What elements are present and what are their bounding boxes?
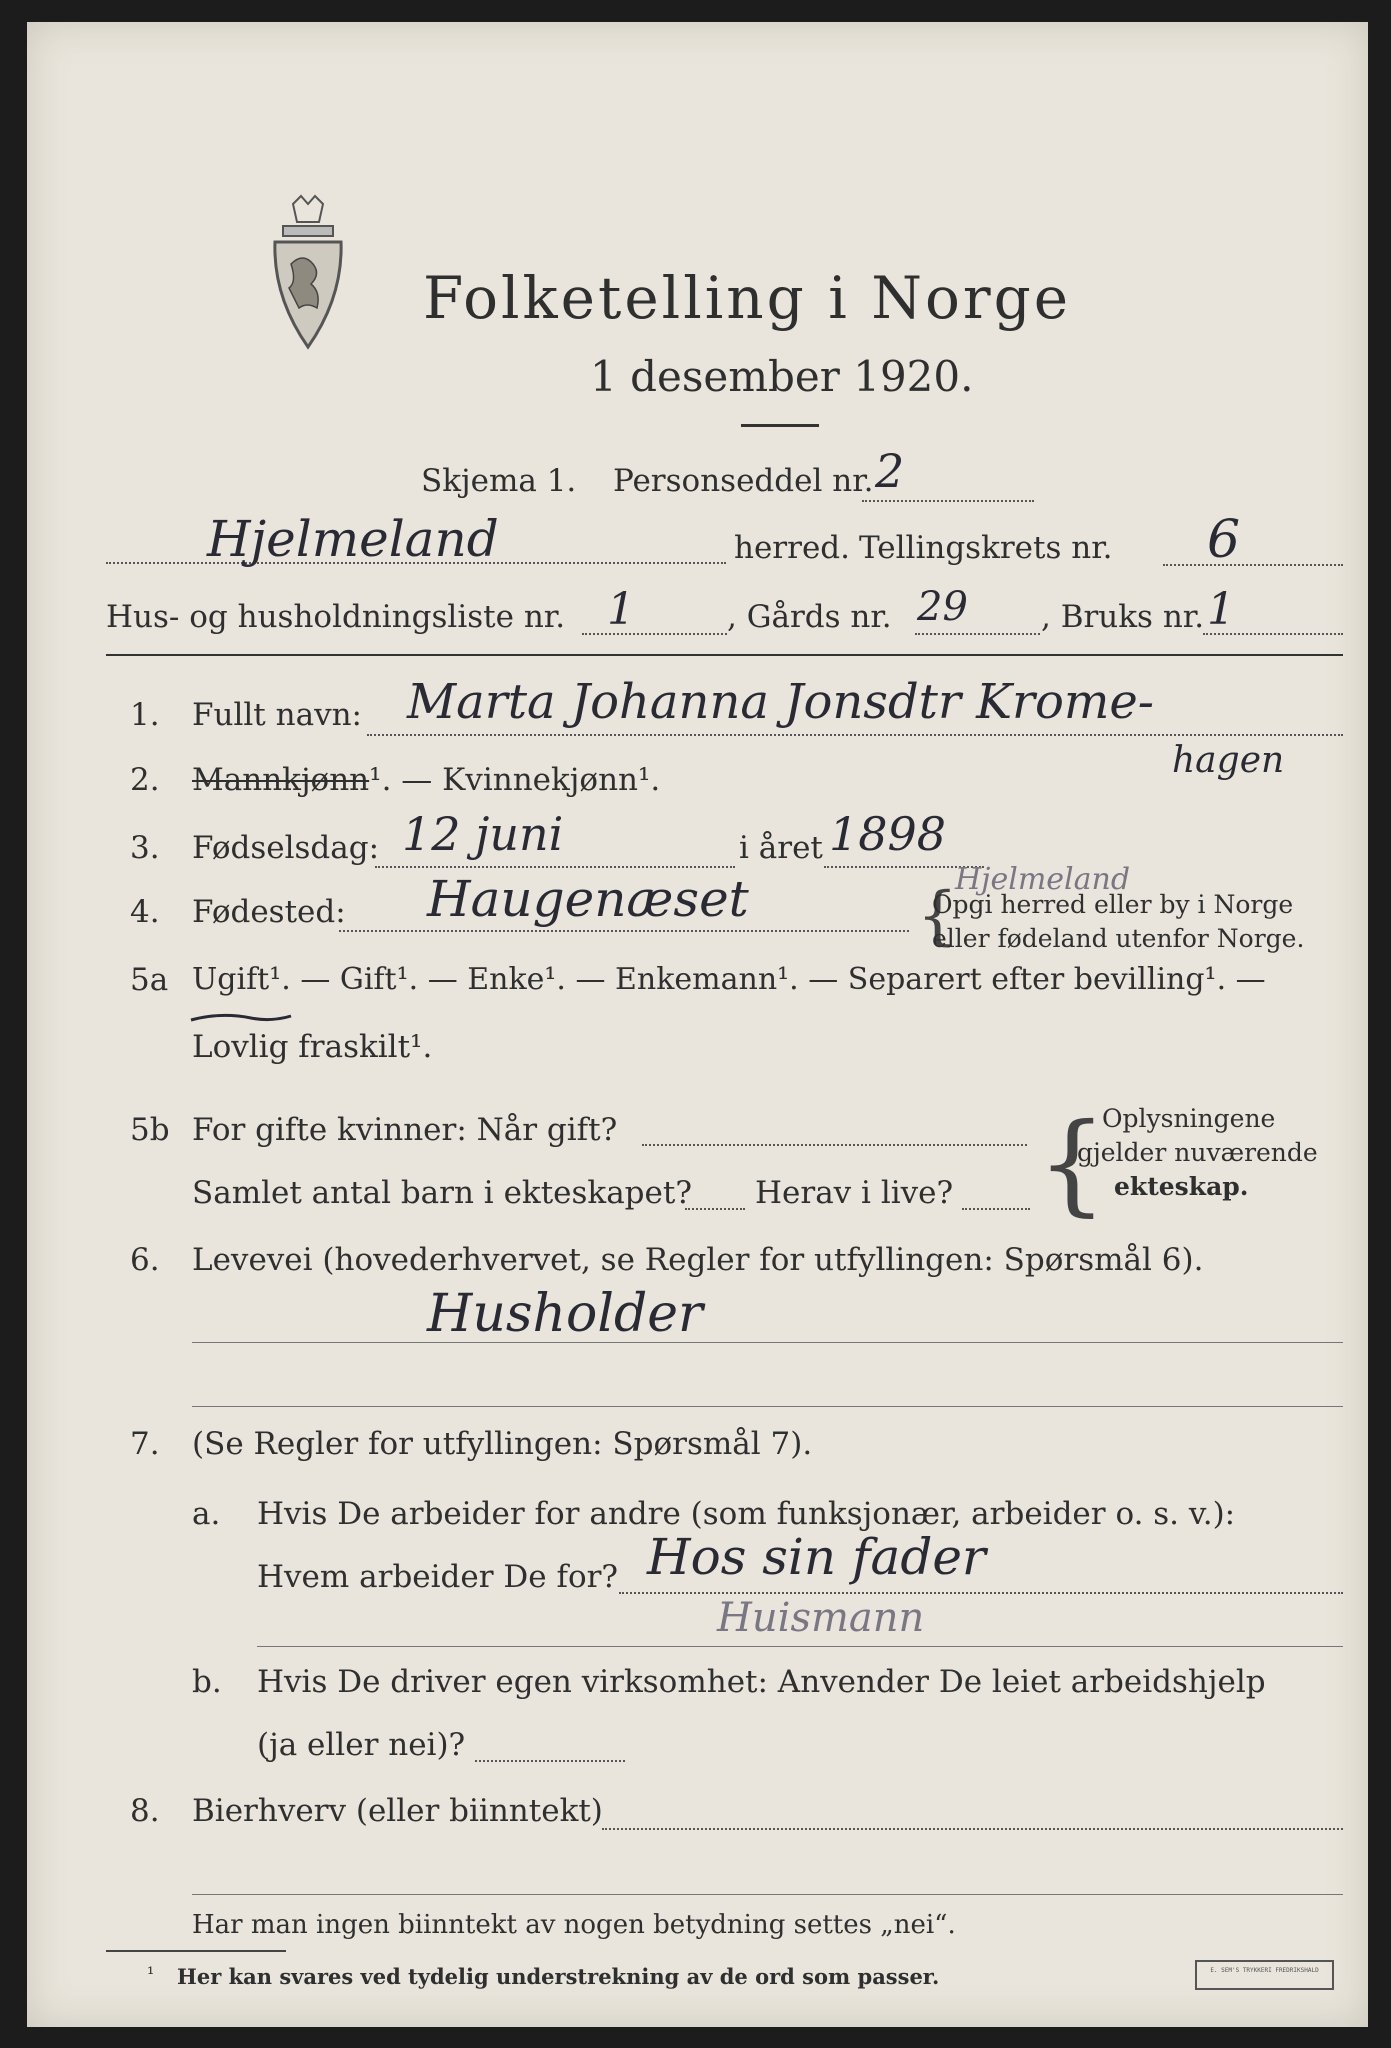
q2-option-mann[interactable]: Mannkjønn [192, 762, 370, 798]
q7a-letter: a. [192, 1496, 221, 1532]
q4-brace: { [917, 879, 958, 953]
q5a-number: 5a [130, 962, 169, 998]
q7a-line [619, 1592, 1343, 1594]
ugift-underline-mark [187, 1000, 297, 1030]
tellingskrets-line [1163, 564, 1343, 566]
census-form [27, 22, 1368, 2027]
footnote-text: Her kan svares ved tydelig understrekning av de ord som passer. [177, 1964, 940, 1989]
q6-number: 6. [130, 1242, 160, 1278]
personseddel-value[interactable]: 2 [875, 444, 905, 498]
title-divider [741, 424, 819, 427]
herred-label: herred. [734, 530, 850, 566]
gards-label: , Gårds nr. [727, 599, 892, 635]
herred-value[interactable]: Hjelmeland [207, 510, 499, 568]
gards-value[interactable]: 29 [917, 584, 968, 630]
coat-of-arms-icon [253, 194, 363, 364]
q7b-letter: b. [192, 1664, 222, 1700]
q4-line [339, 930, 909, 932]
q7a-value[interactable]: Hos sin fader [647, 1528, 986, 1586]
personseddel-label: Personseddel nr. [613, 463, 874, 499]
q4-value[interactable]: Haugenæset [427, 870, 749, 928]
q5b-children-label: Samlet antal barn i ekteskapet? [192, 1175, 692, 1211]
q5b-note-line3: ekteskap. [1114, 1172, 1249, 1201]
q2-options [192, 762, 660, 798]
skjema-label: Skjema 1. [421, 463, 577, 499]
q1-number: 1. [130, 697, 160, 733]
bruks-value[interactable]: 1 [1207, 584, 1235, 635]
census-date: 1 desember 1920. [590, 352, 974, 401]
hus-label: Hus- og husholdningsliste nr. [106, 599, 566, 635]
personseddel-line [862, 500, 1034, 502]
q8-line [602, 1828, 1343, 1830]
q8-extra-line [192, 1894, 1343, 1895]
q7a-line1: Hvis De arbeider for andre (som funksjonær, arbeider o. s. v.): [257, 1496, 1236, 1532]
q5b-children-line [685, 1208, 745, 1210]
hus-line [582, 633, 727, 635]
q7b-line1: Hvis De driver egen virksomhet: Anvender De leiet arbeidshjelp [257, 1664, 1266, 1700]
q7b-line [475, 1760, 625, 1762]
printer-stamp [1195, 1960, 1334, 1990]
q4-hint-line2: eller fødeland utenfor Norge. [932, 924, 1305, 953]
q4-number: 4. [130, 894, 160, 930]
q7-number: 7. [130, 1426, 160, 1462]
q1-value[interactable]: Marta Johanna Jonsdtr Krome- [407, 674, 1154, 730]
q5b-line1: For gifte kvinner: Når gift? [192, 1112, 618, 1148]
q2-option-rest[interactable]: ¹. — Kvinnekjønn¹. [369, 762, 661, 798]
q6-line2 [192, 1406, 1343, 1407]
tellingskrets-value[interactable]: 6 [1207, 510, 1241, 570]
q8-label: Bierhverv (eller biinntekt) [192, 1793, 603, 1829]
q7a-line2: Hvem arbeider De for? [257, 1559, 619, 1595]
q5b-number: 5b [130, 1112, 170, 1148]
q1-label: Fullt navn: [192, 697, 362, 733]
q4-hint-line1: Opgi herred eller by i Norge [932, 890, 1294, 919]
q7a-extra-line [257, 1646, 1343, 1647]
q6-line1 [192, 1342, 1343, 1343]
q7b-line2: (ja eller nei)? [257, 1727, 466, 1763]
q7a-value-note[interactable]: Huismann [717, 1595, 925, 1641]
q3-number: 3. [130, 830, 160, 866]
q4-label: Fødested: [192, 894, 346, 930]
hus-value[interactable]: 1 [607, 584, 635, 635]
q1-line [367, 734, 1343, 736]
q5b-note-line1: Oplysningene [1102, 1104, 1276, 1133]
q3-line [375, 866, 735, 868]
q3-value[interactable]: 12 juni [402, 807, 564, 861]
tellingskrets-label: Tellingskrets nr. [859, 530, 1113, 566]
q3-label: Fødselsdag: [192, 830, 380, 866]
q5b-brace: { [1037, 1099, 1107, 1227]
q6-label: Levevei (hovederhvervet, se Regler for utfyllingen: Spørsmål 6). [192, 1242, 1204, 1278]
q4-handwritten-note[interactable]: Hjelmeland [955, 862, 1131, 897]
q6-value[interactable]: Husholder [427, 1284, 703, 1344]
bruks-label: , Bruks nr. [1041, 599, 1205, 635]
form-title: Folketelling i Norge [423, 264, 1072, 332]
q2-number: 2. [130, 762, 160, 798]
q8-number: 8. [130, 1793, 160, 1829]
printer-stamp-text: E. SEM'S TRYKKERI FREDRIKSHALD [1210, 1967, 1319, 1974]
footnote-rule [106, 1950, 286, 1952]
header-separator [106, 654, 1343, 656]
q5b-note-line2: gjelder nuværende [1077, 1138, 1318, 1167]
q5a-options-line2[interactable]: Lovlig fraskilt¹. [192, 1029, 433, 1065]
nei-note: Har man ingen biinntekt av nogen betydning settes „nei“. [192, 1910, 956, 1940]
q5a-options[interactable]: Ugift¹. — Gift¹. — Enke¹. — Enkemann¹. — Separert efter bevilling¹. — [192, 962, 1266, 997]
q5b-married-line [642, 1144, 1027, 1146]
q5b-alive-line [962, 1208, 1030, 1210]
gards-line [915, 633, 1040, 635]
q3-year-value[interactable]: 1898 [829, 807, 947, 861]
footnote-mark: ¹ [147, 1964, 155, 1985]
q3-year-label: i året [739, 830, 823, 866]
q5b-alive-label: Herav i live? [755, 1175, 954, 1211]
q7-label: (Se Regler for utfyllingen: Spørsmål 7). [192, 1426, 813, 1462]
q1-value-continuation[interactable]: hagen [1172, 740, 1285, 781]
